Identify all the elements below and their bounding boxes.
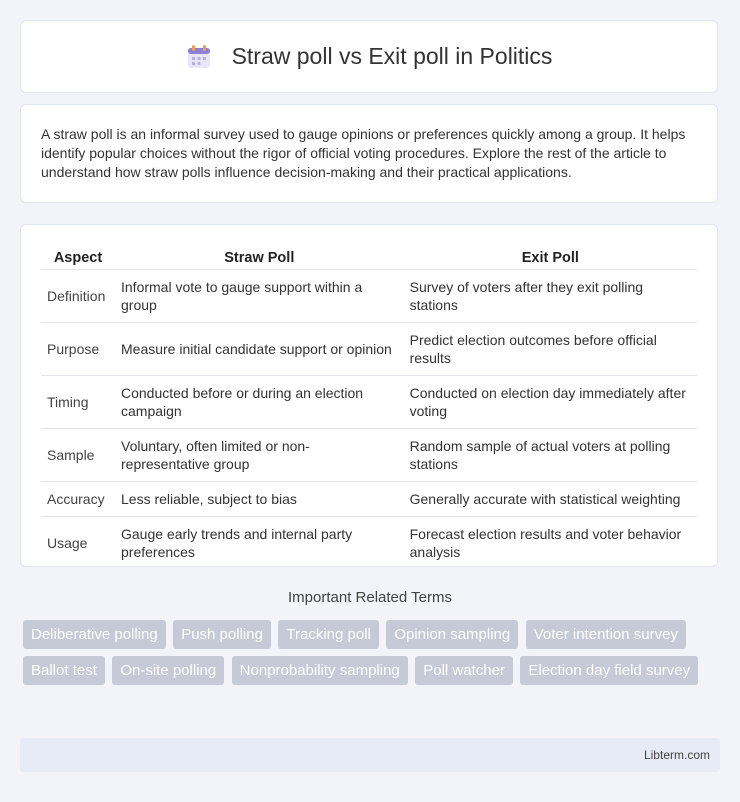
row-straw: Voluntary, often limited or non-representative group	[115, 429, 404, 482]
footer	[20, 738, 720, 772]
related-term-tag[interactable]: Push polling	[173, 620, 271, 649]
related-term-tag[interactable]: On-site polling	[112, 656, 224, 685]
intro-text: A straw poll is an informal survey used to gauge opinions or preferences quickly among a group. It helps identify popular choices without the rigor of official voting procedures. Explore the rest of the article to understand how straw polls influence decision-making and their practical applications.	[41, 126, 686, 180]
footer-site-link[interactable]: Libterm.com	[643, 748, 710, 762]
table-row	[41, 482, 697, 517]
row-exit: Predict election outcomes before official results	[404, 323, 697, 376]
table-row	[41, 270, 697, 323]
row-straw: Conducted before or during an election campaign	[115, 376, 404, 429]
related-terms-title: Important Related Terms	[288, 589, 452, 606]
table-row	[41, 376, 697, 429]
related-terms-list	[23, 620, 723, 692]
row-aspect: Accuracy	[41, 482, 115, 517]
related-term-tag[interactable]: Voter intention survey	[526, 620, 686, 649]
intro-card	[20, 104, 718, 203]
related-term-tag[interactable]: Nonprobability sampling	[232, 656, 408, 685]
row-straw: Informal vote to gauge support within a group	[115, 270, 404, 323]
related-term-tag[interactable]: Opinion sampling	[386, 620, 518, 649]
related-term-tag[interactable]: Poll watcher	[415, 656, 513, 685]
page-title: Straw poll vs Exit poll in Politics	[231, 43, 553, 69]
header-aspect: Aspect	[53, 250, 103, 266]
row-straw: Gauge early trends and internal party preferences	[115, 517, 404, 570]
row-aspect: Timing	[41, 376, 115, 429]
comparison-table	[41, 243, 697, 569]
row-exit: Generally accurate with statistical weighting	[404, 482, 697, 517]
title-card	[20, 20, 718, 93]
row-aspect: Usage	[41, 517, 115, 570]
comparison-card	[20, 224, 718, 567]
row-aspect: Definition	[41, 270, 115, 323]
row-exit: Forecast election results and voter behavior analysis	[404, 517, 697, 570]
calendar-icon	[186, 44, 212, 70]
table-row	[41, 517, 697, 570]
table-row	[41, 429, 697, 482]
table-header-row	[41, 243, 697, 270]
row-aspect: Sample	[41, 429, 115, 482]
header-exit-poll: Exit Poll	[521, 250, 579, 266]
row-exit: Survey of voters after they exit polling stations	[404, 270, 697, 323]
row-straw: Measure initial candidate support or opinion	[115, 323, 404, 376]
related-term-tag[interactable]: Ballot test	[23, 656, 105, 685]
row-exit: Conducted on election day immediately after voting	[404, 376, 697, 429]
row-exit: Random sample of actual voters at polling stations	[404, 429, 697, 482]
related-term-tag[interactable]: Tracking poll	[278, 620, 378, 649]
table-row	[41, 323, 697, 376]
header-straw-poll: Straw Poll	[224, 250, 295, 266]
related-term-tag[interactable]: Election day field survey	[520, 656, 698, 685]
row-aspect: Purpose	[41, 323, 115, 376]
row-straw: Less reliable, subject to bias	[115, 482, 404, 517]
related-term-tag[interactable]: Deliberative polling	[23, 620, 166, 649]
